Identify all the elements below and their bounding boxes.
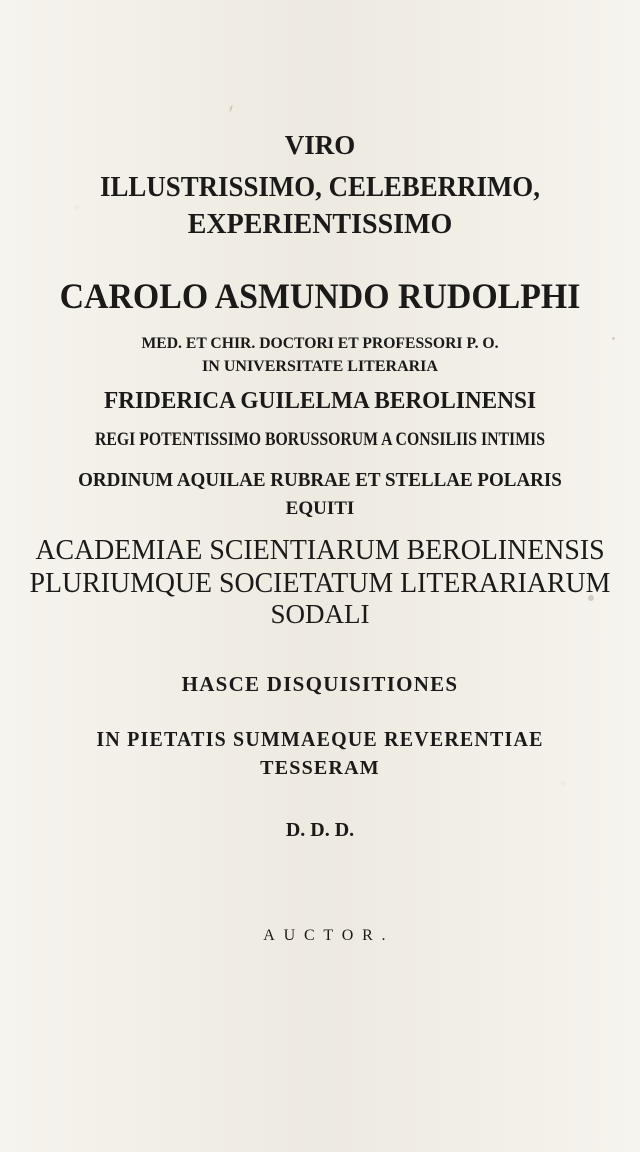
- dedication-subject: HASCE DISQUISITIONES: [181, 672, 459, 696]
- recipient-name: CAROLO ASMUNDO RUDOLPHI: [59, 276, 581, 316]
- university-name: FRIDERICA GUILELMA BEROLINENSI: [103, 388, 537, 414]
- dedication-viro: VIRO: [284, 130, 356, 160]
- academy-line-1: ACADEMIAE SCIENTIARUM BEROLINENSIS: [35, 534, 605, 566]
- dedication-epithets-line-2: EXPERIENTISSIMO: [187, 209, 453, 240]
- academy-line-3: SODALI: [270, 599, 370, 629]
- recipient-titles-line-1: MED. ET CHIR. DOCTORI ET PROFESSORI P. O.: [141, 335, 499, 352]
- honor-line-2: ORDINUM AQUILAE RUBRAE ET STELLAE POLARIS: [78, 469, 562, 491]
- ddd-abbreviation: D. D. D.: [285, 819, 355, 841]
- honor-line-3: EQUITI: [285, 498, 355, 519]
- dedication-epithets-line-1: ILLUSTRISSIMO, CELEBERRIMO,: [100, 172, 540, 203]
- academy-line-2: PLURIUMQUE SOCIETATUM LITERARIARUM: [29, 567, 611, 599]
- paper-stain-3: [229, 105, 233, 112]
- author-signature: AUCTOR.: [263, 927, 395, 944]
- reverence-line-1: IN PIETATIS SUMMAEQUE REVERENTIAE: [96, 727, 544, 751]
- reverence-line-2: TESSERAM: [260, 757, 380, 779]
- honor-line-1: REGI POTENTISSIMO BORUSSORUM A CONSILIIS INTIMIS: [94, 429, 545, 450]
- recipient-titles-line-2: IN UNIVERSITATE LITERARIA: [202, 358, 438, 375]
